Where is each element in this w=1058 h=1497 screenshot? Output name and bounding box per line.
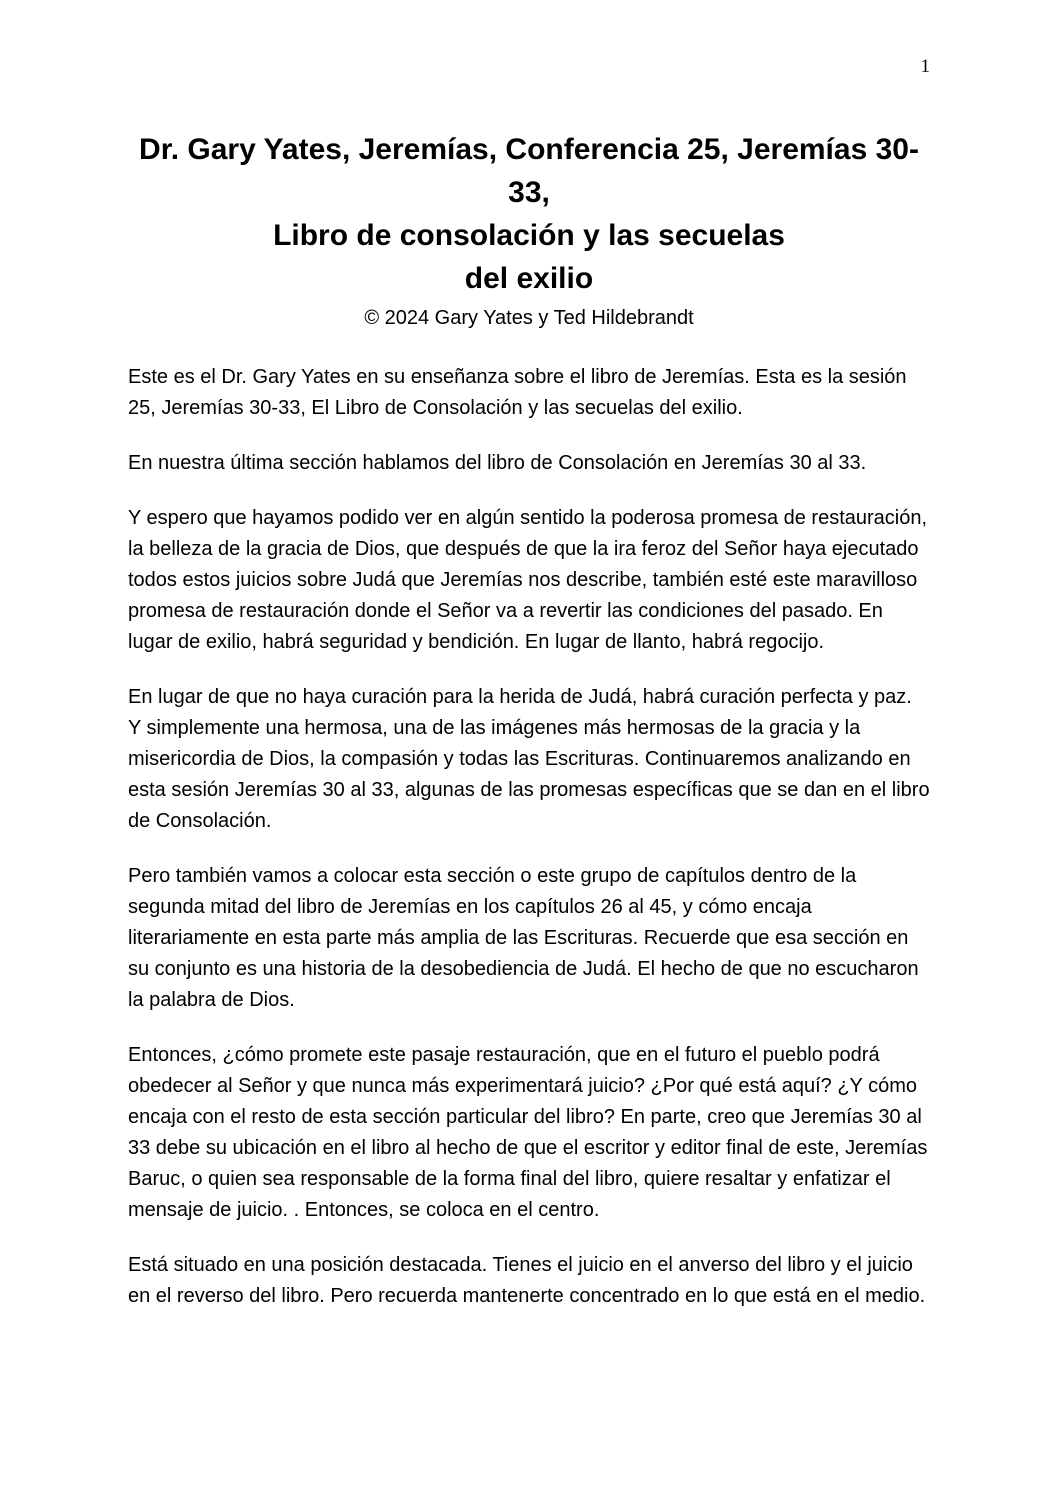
- title-line-2: 33,: [508, 176, 550, 209]
- paragraph: Este es el Dr. Gary Yates en su enseñanza sobre el libro de Jeremías. Esta es la sesión 25, Jeremías 30-33, El Libro de Consolación y las secuelas del exilio.: [128, 366, 907, 419]
- title-line-1: Dr. Gary Yates, Jeremías, Conferencia 25, Jeremías 30-: [139, 133, 919, 166]
- paragraph: Pero también vamos a colocar esta sección o este grupo de capítulos dentro de la segunda mitad del libro de Jeremías en los capítulos 26 al 45, y cómo encaja literariamente en esta parte más amplia de las Escrituras. Recuerde que esa sección en su conjunto es una historia de la desobediencia de Judá. El hecho de que no escucharon la palabra de Dios.: [128, 865, 919, 1011]
- copyright-line: © 2024 Gary Yates y Ted Hildebrandt: [364, 307, 694, 329]
- page-number: 1: [920, 56, 930, 77]
- paragraph: Y espero que hayamos podido ver en algún sentido la poderosa promesa de restauración, la belleza de la gracia de Dios, que después de que la ira feroz del Señor haya ejecutado todos estos juicios sobre Judá que Jeremías nos describe, también esté este maravilloso promesa de restauración donde el Señor va a revertir las condiciones del pasado. En lugar de exilio, habrá seguridad y bendición. En lugar de llanto, habrá regocijo.: [128, 507, 928, 653]
- document-content: [0, 128, 1058, 1312]
- document-title: [128, 128, 930, 300]
- paragraph: En nuestra última sección hablamos del libro de Consolación en Jeremías 30 al 33.: [128, 452, 867, 474]
- paragraph: Está situado en una posición destacada. Tienes el juicio en el anverso del libro y el juicio en el reverso del libro. Pero recuerda mantenerte concentrado en lo que está en el medio.: [128, 1254, 926, 1307]
- paragraph: Entonces, ¿cómo promete este pasaje restauración, que en el futuro el pueblo podrá obedecer al Señor y que nunca más experimentará juicio? ¿Por qué está aquí? ¿Y cómo encaja con el resto de esta sección particular del libro? En parte, creo que Jeremías 30 al 33 debe su ubicación en el libro al hecho de que el escritor y editor final de este, Jeremías Baruc, o quien sea responsable de la forma final del libro, quiere resaltar y enfatizar el mensaje de juicio. . Entonces, se coloca en el centro.: [128, 1044, 928, 1221]
- paragraph: En lugar de que no haya curación para la herida de Judá, habrá curación perfecta y paz. Y simplemente una hermosa, una de las imágenes más hermosas de la gracia y la misericordia de Dios, la compasión y todas las Escrituras. Continuaremos analizando en esta sesión Jeremías 30 al 33, algunas de las promesas específicas que se dan en el libro de Consolación.: [128, 686, 930, 832]
- title-line-4: del exilio: [464, 262, 594, 295]
- title-line-3: Libro de consolación y las secuelas: [273, 219, 785, 252]
- document-body: [128, 362, 930, 1312]
